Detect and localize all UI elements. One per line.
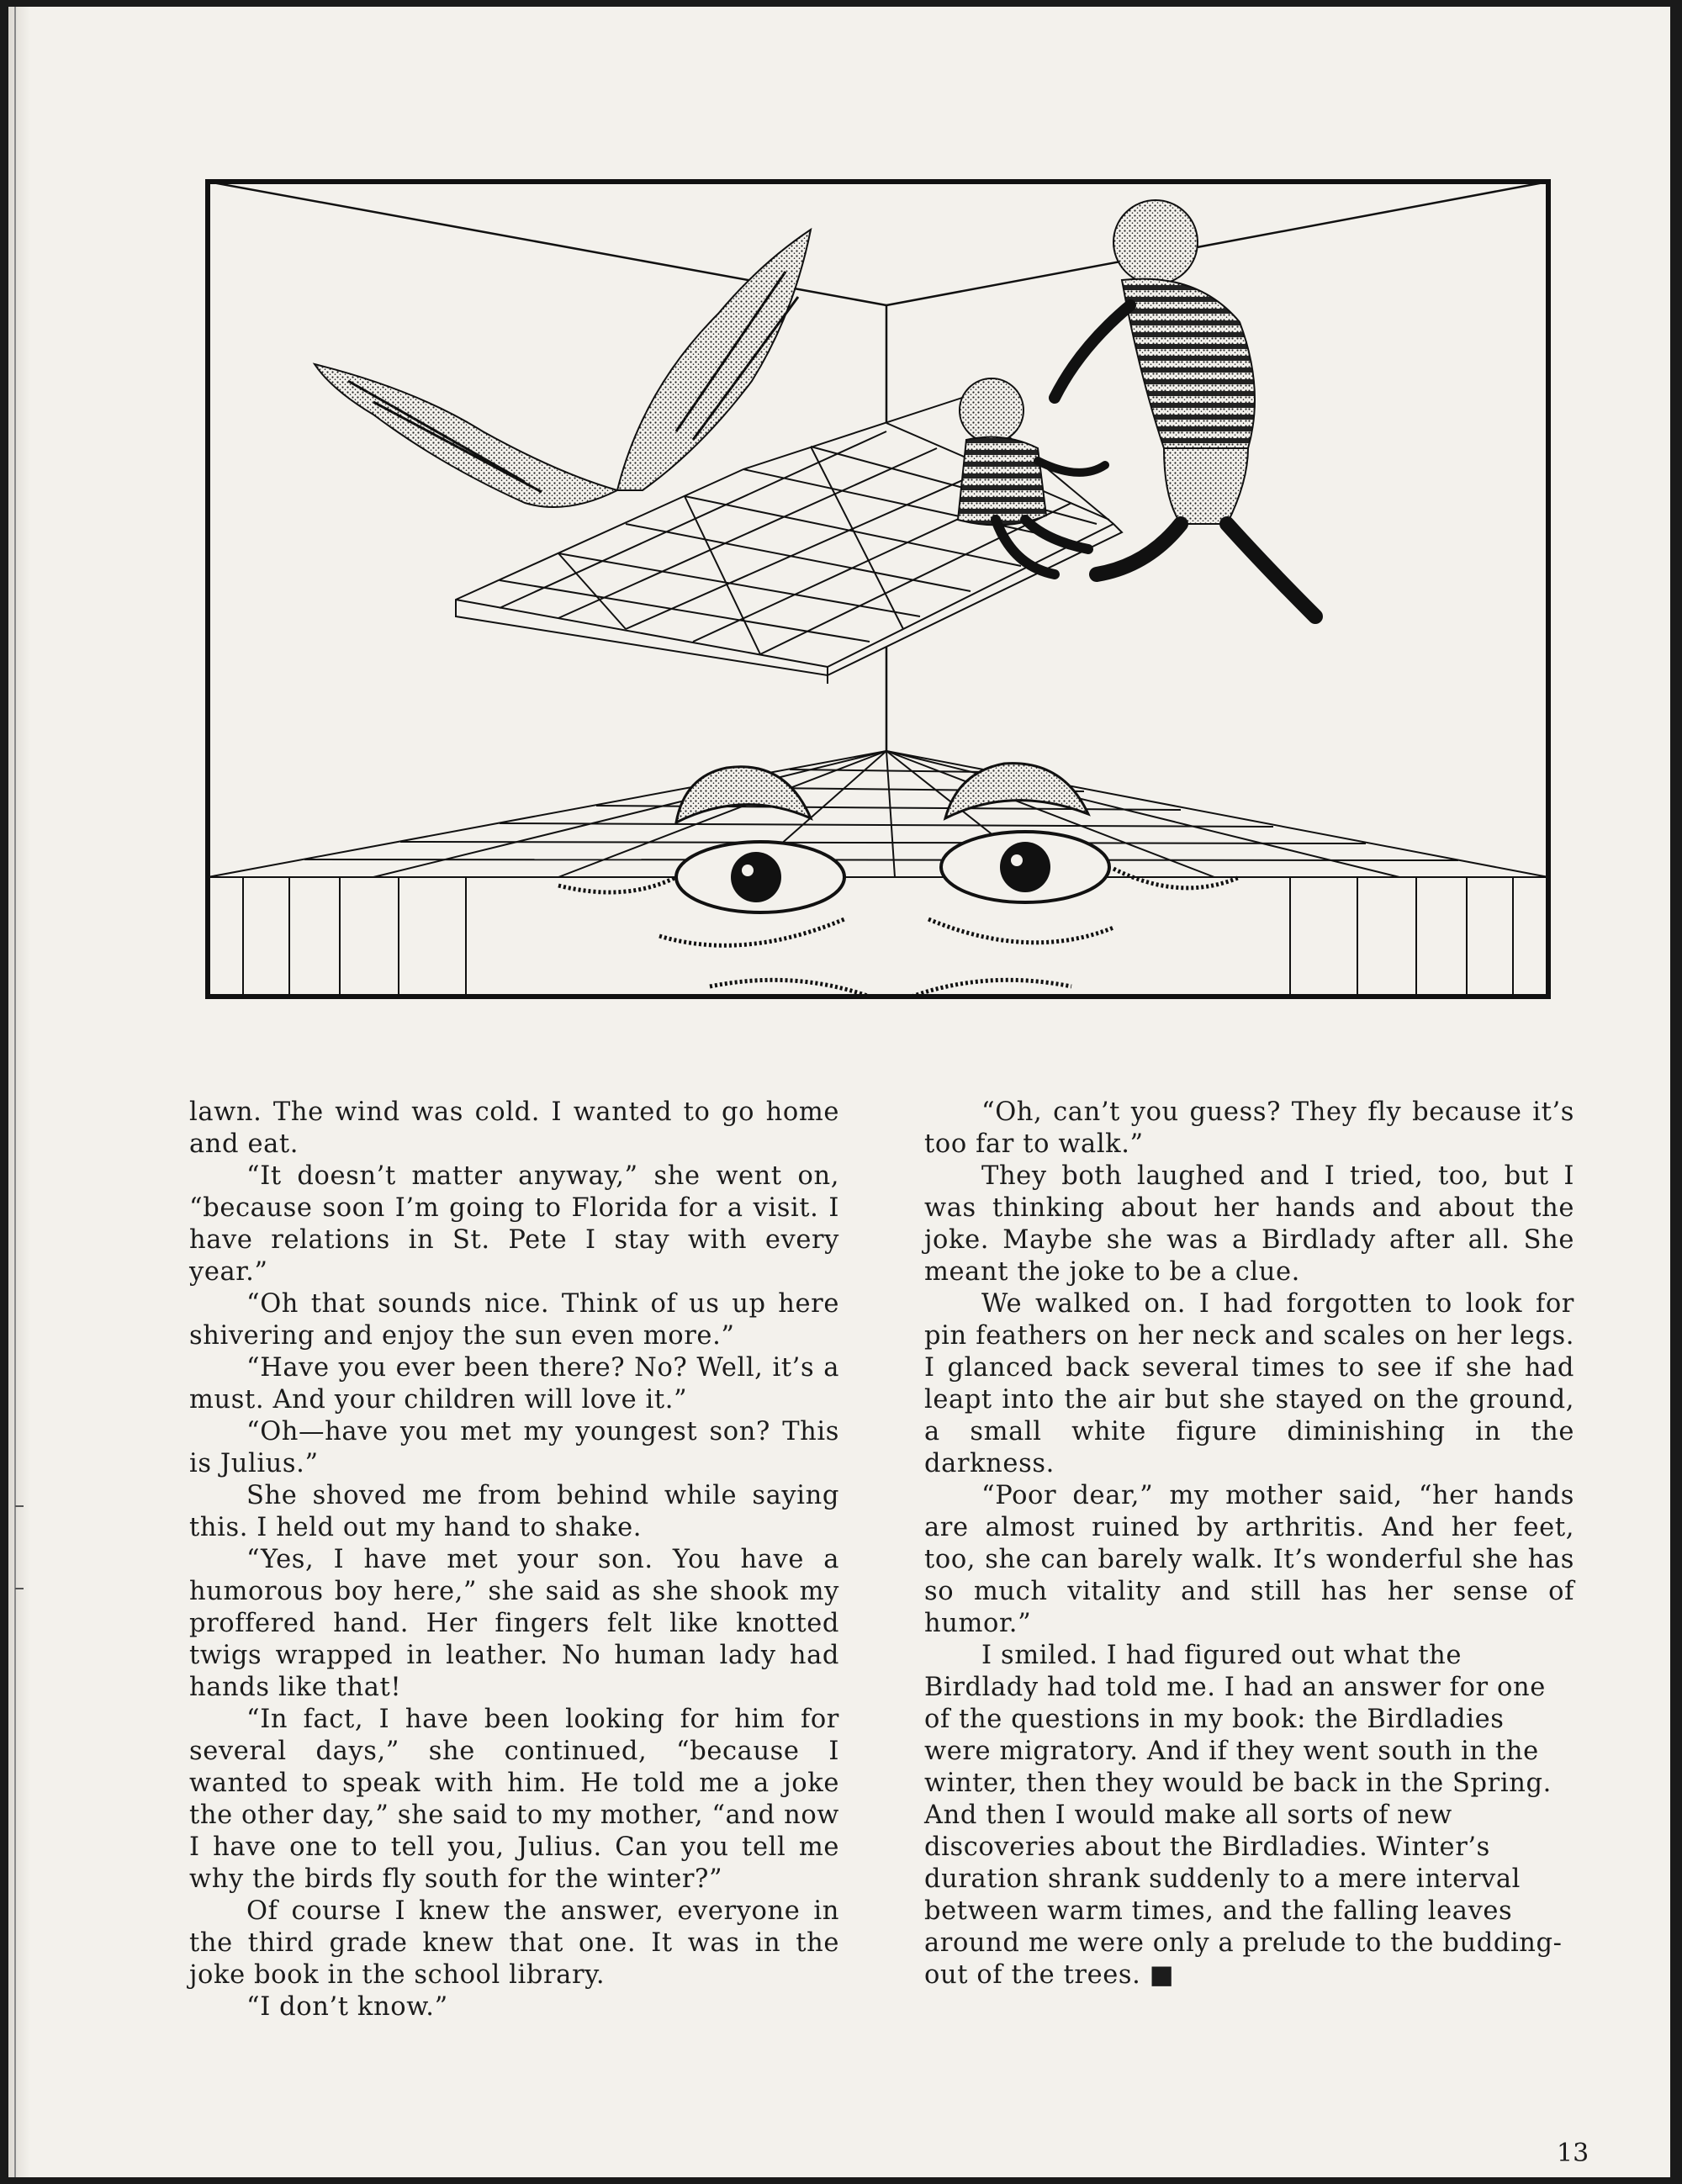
right-text-column	[924, 1097, 1574, 1991]
paragraph: “Poor dear,” my mother said, “her hands are almost ruined by arthritis. And her feet, too, she can barely walk. It’s wonderful she has so much vitality and still has her sense of humor.”	[924, 1481, 1574, 1638]
paragraph: “In fact, I have been looking for him for several days,” she continued, “because I wanted to speak with him. He told me a joke the other day,” she said to my mother, “and now I have one to tell you, Julius. Can you tell me why the birds fly south for the winter?”	[189, 1705, 839, 1894]
paragraph: “I don’t know.”	[246, 1992, 448, 2022]
story-illustration	[205, 179, 1551, 999]
paragraph: lawn. The wind was cold. I wanted to go home and eat.	[189, 1097, 839, 1159]
left-text-column	[189, 1097, 839, 2023]
paragraph: “Oh that sounds nice. Think of us up here shivering and enjoy the sun even more.”	[189, 1289, 839, 1351]
paragraph: We walked on. I had forgotten to look for pin feathers on her neck and scales on her legs. I glanced back several times to see if she had leapt into the air but she stayed on the ground, a small white figure diminishing in the darkness.	[924, 1289, 1574, 1478]
binding-mark	[15, 1588, 24, 1589]
binding-mark	[15, 1505, 24, 1507]
illustration-drawing	[205, 179, 1551, 999]
paragraph: They both laughed and I tried, too, but I was thinking about her hands and about the joke. Maybe she was a Birdlady after all. She meant the joke to be a clue.	[924, 1161, 1574, 1287]
paragraph: She shoved me from behind while saying this. I held out my hand to shake.	[189, 1481, 839, 1542]
paragraph: “Have you ever been there? No? Well, it’s a must. And your children will love it.”	[189, 1353, 839, 1415]
page-number: 13	[1557, 2139, 1589, 2168]
spine-edge	[14, 7, 16, 2177]
paragraph: “Yes, I have met your son. You have a humorous boy here,” she said as she shook my proffered hand. Her fingers felt like knotted twigs wrapped in leather. No human lady had hands like that!	[189, 1545, 839, 1702]
paragraph: “Oh—have you met my youngest son? This is Julius.”	[189, 1417, 839, 1478]
paragraph: “Oh, can’t you guess? They fly because it’s too far to walk.”	[924, 1097, 1574, 1159]
binding-gutter	[8, 7, 30, 2177]
paragraph: I smiled. I had figured out what the Birdlady had told me. I had an answer for one of the questions in my book: the Birdladies were migratory. And if they went south in the winter, then they would be back in the Spring. And then I would make all sorts of new discoveries about the Birdladies. Winter’s duration shrank suddenly to a mere interval between warm times, and the falling leaves around me were only a prelude to the budding-out of the trees. ■	[924, 1641, 1563, 1990]
paragraph: Of course I knew the answer, everyone in the third grade knew that one. It was in the joke book in the school library.	[189, 1896, 839, 1990]
paragraph: “It doesn’t matter anyway,” she went on, “because soon I’m going to Florida for a visit. I have relations in St. Pete I stay with every year.”	[189, 1161, 839, 1287]
